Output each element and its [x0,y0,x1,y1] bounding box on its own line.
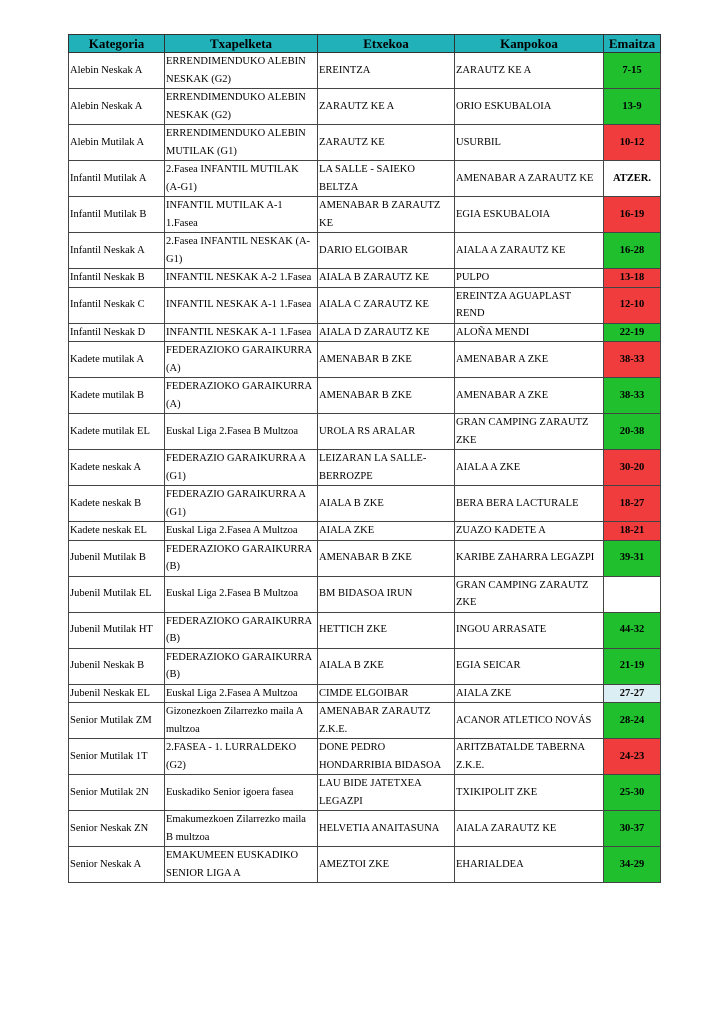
cell-line: INFANTIL NESKAK A-2 1.Fasea [166,272,312,283]
table-row [69,287,661,323]
cell-line: AIALA B ZARAUTZ KE [319,272,429,283]
cell-emaitza: 38-33 [604,342,661,378]
cell-kategoria: Jubenil Mutilak B [69,540,165,576]
cell-line: HETTICH ZKE [319,624,387,636]
table-row [69,486,661,522]
table-row [69,612,661,648]
cell-etxekoa [318,378,455,414]
cell-emaitza: 7-15 [604,53,661,89]
cell-line: AIALA ZKE [456,687,512,699]
cell-line: FEDERAZIOKO GARAIKURRA [166,651,313,663]
results-table [68,34,661,883]
cell-line: AMENABAR A ZKE [456,389,549,401]
cell-kategoria: Jubenil Mutilak HT [69,612,165,648]
cell-line: DARIO ELGOIBAR [319,244,408,256]
cell-kanpokoa [455,89,604,125]
cell-emaitza: 34-29 [604,847,661,883]
table-row [69,648,661,684]
cell-etxekoa [318,269,455,288]
cell-kategoria: Kadete neskak B [69,486,165,522]
cell-kategoria: Infantil Neskak C [69,287,165,323]
cell-kanpokoa [455,703,604,739]
cell-line: KE [319,217,333,229]
cell-kategoria: Jubenil Neskak B [69,648,165,684]
cell-line: (A) [166,398,181,410]
cell-etxekoa [318,450,455,486]
cell-kanpokoa [455,378,604,414]
cell-emaitza: 10-12 [604,125,661,161]
cell-line: GRAN CAMPING ZARAUTZ [456,417,589,428]
cell-line: ACANOR ATLETICO NOVÁS [456,714,592,726]
cell-emaitza: 30-37 [604,811,661,847]
cell-line: NESKAK (G2) [166,109,232,121]
cell-line: AIALA ZARAUTZ KE [456,822,557,834]
cell-kanpokoa [455,197,604,233]
cell-emaitza: 20-38 [604,414,661,450]
cell-txapelketa [165,287,318,323]
header-emaitza: Emaitza [604,35,661,53]
cell-line: CIMDE ELGOIBAR [319,687,409,699]
cell-line: INFANTIL NESKAK A-1 1.Fasea [166,299,312,311]
cell-line: AIALA A ZKE [456,461,521,473]
cell-line: G1) [166,253,183,265]
cell-txapelketa [165,125,318,161]
cell-line: FEDERAZIOKO GARAIKURRA [166,543,313,555]
cell-line: (B) [166,669,180,680]
cell-kanpokoa [455,287,604,323]
table-row [69,775,661,811]
cell-line: Gizonezkoen Zilarrezko maila A [166,706,304,717]
cell-line: 2.Fasea INFANTIL NESKAK (A- [166,236,311,247]
cell-txapelketa [165,648,318,684]
cell-line: (G1) [166,506,186,518]
cell-kanpokoa [455,811,604,847]
cell-line: Emakumezkoen Zilarrezko maila [166,814,306,825]
cell-etxekoa [318,125,455,161]
header-row [69,35,661,53]
table-row [69,847,661,883]
table-row [69,522,661,541]
cell-txapelketa [165,703,318,739]
header-kategoria: Kategoria [69,35,165,53]
cell-line: INGOU ARRASATE [456,624,547,636]
cell-txapelketa [165,576,318,612]
cell-line: AMENABAR B ZKE [319,389,412,401]
cell-etxekoa [318,612,455,648]
cell-emaitza: 21-19 [604,648,661,684]
table-row [69,342,661,378]
cell-line: EREINTZA AGUAPLAST [456,290,572,302]
table-row [69,450,661,486]
cell-etxekoa [318,53,455,89]
cell-etxekoa [318,648,455,684]
table-row [69,233,661,269]
table-row [69,323,661,342]
cell-kanpokoa [455,648,604,684]
cell-etxekoa [318,811,455,847]
cell-line: ORIO ESKUBALOIA [456,100,552,112]
header-txapelketa: Txapelketa [165,35,318,53]
cell-kategoria: Alebin Mutilak A [69,125,165,161]
table-row [69,576,661,612]
cell-txapelketa [165,739,318,775]
cell-kategoria: Kadete mutilak EL [69,414,165,450]
cell-line: Z.K.E. [456,759,485,771]
cell-kategoria: Senior Mutilak ZM [69,703,165,739]
cell-txapelketa [165,233,318,269]
cell-kanpokoa [455,323,604,342]
cell-txapelketa [165,89,318,125]
cell-emaitza: 30-20 [604,450,661,486]
cell-line: AIALA ZKE [319,525,375,536]
cell-line: NESKAK (G2) [166,73,232,85]
cell-emaitza: 38-33 [604,378,661,414]
cell-line: BERROZPE [319,470,373,482]
cell-line: USURBIL [456,136,501,148]
cell-etxekoa [318,287,455,323]
cell-etxekoa [318,775,455,811]
cell-line: (A-G1) [166,181,197,193]
cell-line: REND [456,308,485,319]
header-etxekoa: Etxekoa [318,35,455,53]
table-row [69,378,661,414]
cell-kanpokoa [455,486,604,522]
cell-emaitza: 27-27 [604,684,661,703]
cell-line: ZARAUTZ KE A [319,100,395,112]
cell-line: AMENABAR B ZARAUTZ [319,200,441,211]
cell-kategoria: Senior Mutilak 2N [69,775,165,811]
cell-kategoria: Senior Neskak A [69,847,165,883]
cell-line: AIALA C ZARAUTZ KE [319,299,429,311]
cell-line: LA SALLE - SAIEKO [319,164,415,175]
cell-line: TXIKIPOLIT ZKE [456,786,538,798]
cell-kategoria: Kadete mutilak B [69,378,165,414]
cell-line: Euskadiko Senior igoera fasea [166,786,294,798]
cell-kanpokoa [455,342,604,378]
cell-kanpokoa [455,684,604,703]
cell-kategoria: Kadete neskak A [69,450,165,486]
cell-txapelketa [165,684,318,703]
cell-kategoria: Infantil Neskak B [69,269,165,288]
table-row [69,684,661,703]
cell-line: FEDERAZIO GARAIKURRA A [166,453,307,464]
cell-line: FEDERAZIOKO GARAIKURRA [166,345,313,356]
table-row [69,197,661,233]
cell-kanpokoa [455,775,604,811]
cell-emaitza: 44-32 [604,612,661,648]
cell-line: (B) [166,561,180,572]
cell-txapelketa [165,161,318,197]
cell-line: ZARAUTZ KE [319,136,385,148]
cell-line: AMENABAR A ZARAUTZ KE [456,172,594,184]
cell-line: INFANTIL MUTILAK A-1 [166,200,283,211]
table-row [69,53,661,89]
cell-line: BELTZA [319,181,359,193]
cell-line: Euskal Liga 2.Fasea A Multzoa [166,687,298,699]
cell-emaitza: 13-18 [604,269,661,288]
cell-line: AMEZTOI ZKE [319,858,390,870]
cell-line: 2.Fasea INFANTIL MUTILAK [166,164,299,175]
cell-emaitza: ATZER. [604,161,661,197]
cell-emaitza: 39-31 [604,540,661,576]
cell-emaitza [604,576,661,612]
cell-emaitza: 22-19 [604,323,661,342]
cell-line: EMAKUMEEN EUSKADIKO [166,850,299,861]
cell-line: B multzoa [166,831,210,843]
cell-line: FEDERAZIO GARAIKURRA A [166,489,307,500]
cell-line: DONE PEDRO [319,742,386,753]
header-kanpokoa: Kanpokoa [455,35,604,53]
cell-kategoria: Infantil Neskak D [69,323,165,342]
cell-line: EHARIALDEA [456,858,524,870]
cell-line: ALOÑA MENDI [456,326,530,338]
cell-line: MUTILAK (G1) [166,145,237,157]
cell-txapelketa [165,612,318,648]
table-row [69,540,661,576]
cell-line: (B) [166,633,180,644]
cell-kategoria: Senior Neskak ZN [69,811,165,847]
cell-kategoria: Jubenil Mutilak EL [69,576,165,612]
table-row [69,414,661,450]
cell-etxekoa [318,342,455,378]
cell-line: EGIA ESKUBALOIA [456,208,551,220]
cell-kanpokoa [455,233,604,269]
cell-line: 2.FASEA - 1. LURRALDEKO [166,742,297,753]
cell-line: Euskal Liga 2.Fasea A Multzoa [166,525,298,536]
table-row [69,269,661,288]
cell-etxekoa [318,89,455,125]
cell-line: SENIOR LIGA A [166,867,241,879]
cell-emaitza: 16-19 [604,197,661,233]
cell-emaitza: 18-27 [604,486,661,522]
cell-kategoria: Alebin Neskak A [69,89,165,125]
cell-kanpokoa [455,125,604,161]
cell-line: ERRENDIMENDUKO ALEBIN [166,128,306,139]
cell-kategoria: Senior Mutilak 1T [69,739,165,775]
cell-line: LAU BIDE JATETXEA [319,778,422,789]
cell-line: AIALA B ZKE [319,497,384,509]
cell-kategoria: Infantil Mutilak B [69,197,165,233]
table-row [69,811,661,847]
cell-line: EREINTZA [319,64,371,76]
cell-kategoria: Infantil Mutilak A [69,161,165,197]
cell-etxekoa [318,522,455,541]
cell-kanpokoa [455,847,604,883]
cell-line: LEGAZPI [319,795,363,807]
cell-kanpokoa [455,414,604,450]
cell-line: ERRENDIMENDUKO ALEBIN [166,56,306,67]
cell-line: (G1) [166,470,186,482]
cell-line: AMENABAR B ZKE [319,552,412,564]
cell-line: AIALA D ZARAUTZ KE [319,326,430,338]
cell-etxekoa [318,540,455,576]
cell-txapelketa [165,847,318,883]
cell-line: UROLA RS ARALAR [319,425,416,437]
cell-kategoria: Kadete mutilak A [69,342,165,378]
cell-line: INFANTIL NESKAK A-1 1.Fasea [166,326,312,338]
cell-line: LEIZARAN LA SALLE- [319,453,427,464]
cell-kategoria: Alebin Neskak A [69,53,165,89]
cell-line: GRAN CAMPING ZARAUTZ [456,579,589,591]
cell-txapelketa [165,811,318,847]
cell-line: BM BIDASOA IRUN [319,588,413,600]
cell-line: AMENABAR A ZKE [456,353,549,365]
cell-etxekoa [318,486,455,522]
cell-etxekoa [318,847,455,883]
cell-kanpokoa [455,522,604,541]
cell-line: ZUAZO KADETE A [456,525,546,536]
cell-line: ZKE [456,597,477,608]
cell-etxekoa [318,233,455,269]
cell-line: BERA BERA LACTURALE [456,497,579,509]
cell-etxekoa [318,739,455,775]
cell-line: AIALA B ZKE [319,660,384,672]
cell-line: Euskal Liga 2.Fasea B Multzoa [166,425,299,437]
cell-line: (A) [166,362,181,374]
table-row [69,161,661,197]
cell-kanpokoa [455,612,604,648]
cell-txapelketa [165,414,318,450]
cell-emaitza: 16-28 [604,233,661,269]
cell-etxekoa [318,684,455,703]
cell-txapelketa [165,486,318,522]
cell-line: multzoa [166,723,200,735]
cell-txapelketa [165,323,318,342]
cell-kanpokoa [455,269,604,288]
table-row [69,125,661,161]
cell-etxekoa [318,197,455,233]
cell-kategoria: Jubenil Neskak EL [69,684,165,703]
cell-line: HONDARRIBIA BIDASOA [319,759,442,771]
cell-emaitza: 24-23 [604,739,661,775]
cell-txapelketa [165,540,318,576]
cell-line: 1.Fasea [166,217,198,229]
cell-emaitza: 28-24 [604,703,661,739]
cell-txapelketa [165,53,318,89]
cell-kategoria: Infantil Neskak A [69,233,165,269]
table-row [69,703,661,739]
cell-line: (G2) [166,759,186,771]
cell-txapelketa [165,197,318,233]
cell-line: ZARAUTZ KE A [456,64,532,76]
cell-line: ZKE [456,434,477,446]
cell-line: Z.K.E. [319,723,348,735]
cell-line: FEDERAZIOKO GARAIKURRA [166,381,313,392]
cell-kanpokoa [455,450,604,486]
cell-kategoria: Kadete neskak EL [69,522,165,541]
cell-kanpokoa [455,53,604,89]
cell-kanpokoa [455,576,604,612]
cell-line: FEDERAZIOKO GARAIKURRA [166,615,313,627]
cell-line: Euskal Liga 2.Fasea B Multzoa [166,588,299,600]
cell-etxekoa [318,703,455,739]
cell-emaitza: 12-10 [604,287,661,323]
cell-line: AMENABAR ZARAUTZ [319,706,431,717]
cell-txapelketa [165,378,318,414]
cell-line: AIALA A ZARAUTZ KE [456,244,566,256]
cell-line: HELVETIA ANAITASUNA [319,822,440,834]
cell-txapelketa [165,775,318,811]
cell-kanpokoa [455,540,604,576]
cell-etxekoa [318,414,455,450]
cell-line: KARIBE ZAHARRA LEGAZPI [456,552,595,564]
cell-line: ERRENDIMENDUKO ALEBIN [166,92,306,103]
cell-txapelketa [165,450,318,486]
cell-line: EGIA SEICAR [456,660,521,672]
cell-txapelketa [165,342,318,378]
table-row [69,89,661,125]
cell-line: AMENABAR B ZKE [319,353,412,365]
cell-etxekoa [318,323,455,342]
cell-line: PULPO [456,272,490,283]
table-row [69,739,661,775]
cell-kanpokoa [455,161,604,197]
cell-etxekoa [318,161,455,197]
cell-emaitza: 13-9 [604,89,661,125]
cell-emaitza: 25-30 [604,775,661,811]
cell-emaitza: 18-21 [604,522,661,541]
cell-kanpokoa [455,739,604,775]
cell-txapelketa [165,269,318,288]
cell-etxekoa [318,576,455,612]
cell-line: ARITZBATALDE TABERNA [456,742,586,753]
cell-txapelketa [165,522,318,541]
